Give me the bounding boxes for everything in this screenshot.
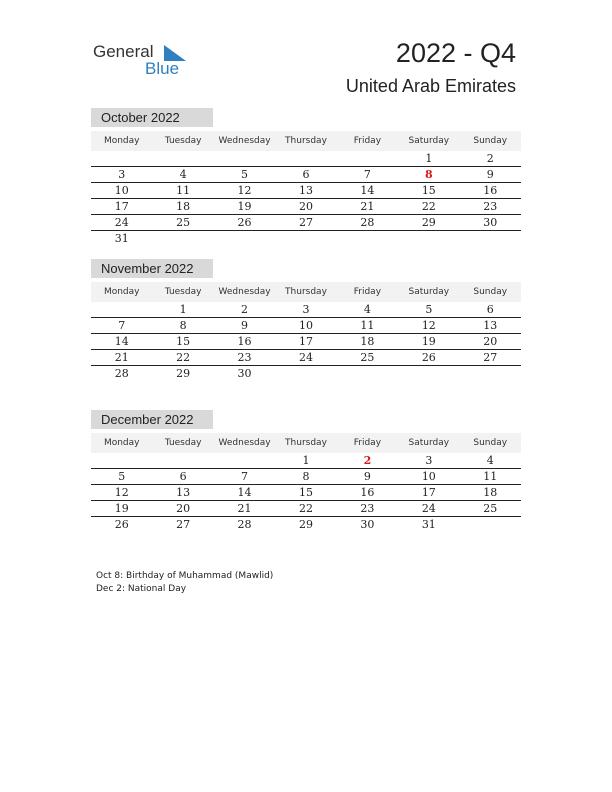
day-cell: 14 xyxy=(237,486,252,499)
weekday-label: Friday xyxy=(353,287,382,297)
day-cell: 11 xyxy=(176,184,191,197)
day-cell: 1 xyxy=(179,303,187,316)
day-cell: 27 xyxy=(176,518,191,531)
day-cell: 6 xyxy=(486,303,494,316)
day-cell: 21 xyxy=(360,200,375,213)
day-cell: 6 xyxy=(179,470,187,483)
day-cell: 15 xyxy=(298,486,313,499)
day-cell: 15 xyxy=(176,335,191,348)
day-cell: 27 xyxy=(298,216,313,229)
logo xyxy=(93,40,193,80)
day-cell xyxy=(214,151,275,166)
day-cell: 9 xyxy=(241,319,249,332)
day-cell: 7 xyxy=(363,168,371,181)
weekday-label: Saturday xyxy=(408,287,450,297)
day-cell: 22 xyxy=(298,502,313,515)
day-cell: 20 xyxy=(176,502,191,515)
day-cell: 21 xyxy=(237,502,252,515)
day-cell: 12 xyxy=(114,486,129,499)
day-cell xyxy=(275,151,336,166)
day-cell xyxy=(152,453,213,468)
weekday-label: Sunday xyxy=(473,136,508,146)
day-cell: 24 xyxy=(421,502,436,515)
day-cell: 24 xyxy=(114,216,129,229)
day-cell: 28 xyxy=(237,518,252,531)
day-cell: 26 xyxy=(114,518,129,531)
day-cell: 17 xyxy=(298,335,313,348)
day-cell: 17 xyxy=(421,486,436,499)
weekday-header xyxy=(91,282,521,302)
day-cell: 25 xyxy=(483,502,498,515)
holiday-note: Dec 2: National Day xyxy=(96,584,187,594)
day-cell xyxy=(152,151,213,166)
day-cell xyxy=(398,231,459,247)
day-cell: 9 xyxy=(363,470,371,483)
day-cell: 18 xyxy=(176,200,191,213)
day-cell: 5 xyxy=(241,168,249,181)
day-cell: 24 xyxy=(298,351,313,364)
weekday-label: Wednesday xyxy=(218,287,271,297)
month-november xyxy=(91,259,521,382)
holiday-notes xyxy=(96,570,273,596)
day-cell: 23 xyxy=(483,200,498,213)
day-cell: 10 xyxy=(114,184,129,197)
day-cell: 15 xyxy=(421,184,436,197)
day-cell: 8 xyxy=(302,470,310,483)
day-cell: 3 xyxy=(302,303,310,316)
weekday-label: Sunday xyxy=(473,287,508,297)
weekday-label: Thursday xyxy=(285,438,327,448)
weekday-label: Monday xyxy=(103,136,140,146)
day-cell: 27 xyxy=(483,351,498,364)
day-cell: 16 xyxy=(483,184,498,197)
month-october xyxy=(91,108,521,247)
logo-general-text: General xyxy=(93,42,154,61)
day-cell xyxy=(275,231,336,247)
week-row xyxy=(91,350,521,366)
day-cell: 29 xyxy=(176,367,191,380)
logo-blue-text: Blue xyxy=(145,59,180,78)
weekday-label: Tuesday xyxy=(164,136,202,146)
day-cell: 31 xyxy=(114,232,129,245)
day-cell xyxy=(91,151,152,166)
day-cell: 20 xyxy=(483,335,498,348)
day-cell: 18 xyxy=(360,335,375,348)
day-cell: 11 xyxy=(483,470,498,483)
day-cell: 14 xyxy=(360,184,375,197)
day-cell: 1 xyxy=(302,454,310,467)
week-row xyxy=(91,167,521,183)
day-cell xyxy=(398,366,459,382)
day-cell: 4 xyxy=(486,454,494,467)
day-cell: 7 xyxy=(118,319,126,332)
day-cell: 12 xyxy=(237,184,252,197)
month-title: October 2022 xyxy=(91,108,213,127)
weekday-header xyxy=(91,131,521,151)
week-row xyxy=(91,151,521,167)
day-cell: 11 xyxy=(360,319,375,332)
day-cell: 26 xyxy=(237,216,252,229)
day-cell: 14 xyxy=(114,335,129,348)
week-row xyxy=(91,302,521,318)
day-cell: 8 xyxy=(179,319,187,332)
day-cell: 29 xyxy=(421,216,436,229)
day-cell: 17 xyxy=(114,200,129,213)
day-cell: 8 xyxy=(424,168,433,181)
day-cell xyxy=(275,366,336,382)
weekday-label: Monday xyxy=(103,438,140,448)
weekday-label: Wednesday xyxy=(218,136,271,146)
day-cell: 19 xyxy=(421,335,436,348)
week-row xyxy=(91,469,521,485)
day-cell: 31 xyxy=(421,518,436,531)
weekday-label: Tuesday xyxy=(164,287,202,297)
day-cell: 19 xyxy=(114,502,129,515)
day-cell: 23 xyxy=(360,502,375,515)
weekday-label: Thursday xyxy=(285,287,327,297)
day-cell xyxy=(91,453,152,468)
day-cell xyxy=(337,151,398,166)
page-subtitle: United Arab Emirates xyxy=(345,76,516,96)
day-cell: 12 xyxy=(421,319,436,332)
day-cell: 30 xyxy=(360,518,375,531)
day-cell: 25 xyxy=(360,351,375,364)
day-cell: 18 xyxy=(483,486,498,499)
day-cell: 3 xyxy=(118,168,126,181)
week-row xyxy=(91,453,521,469)
day-cell: 2 xyxy=(363,454,372,467)
day-cell: 10 xyxy=(298,319,313,332)
day-cell: 21 xyxy=(114,351,129,364)
day-cell xyxy=(152,231,213,247)
day-cell xyxy=(337,231,398,247)
day-cell: 7 xyxy=(241,470,249,483)
day-cell xyxy=(337,366,398,382)
day-cell: 25 xyxy=(176,216,191,229)
day-cell: 23 xyxy=(237,351,252,364)
week-row xyxy=(91,485,521,501)
month-title: November 2022 xyxy=(91,259,213,278)
weekday-label: Saturday xyxy=(408,438,450,448)
week-row xyxy=(91,517,521,533)
day-cell: 3 xyxy=(425,454,433,467)
day-cell: 4 xyxy=(179,168,187,181)
month-title: December 2022 xyxy=(91,410,213,429)
weekday-header xyxy=(91,433,521,453)
day-cell: 13 xyxy=(176,486,191,499)
week-row xyxy=(91,199,521,215)
weekday-label: Wednesday xyxy=(218,438,271,448)
day-cell: 9 xyxy=(486,168,494,181)
day-cell: 13 xyxy=(298,184,313,197)
day-cell: 5 xyxy=(425,303,433,316)
day-cell: 30 xyxy=(483,216,498,229)
day-cell: 28 xyxy=(114,367,129,380)
week-row xyxy=(91,231,521,247)
weekday-label: Monday xyxy=(103,287,140,297)
page-title: 2022 - Q4 xyxy=(395,38,516,68)
day-cell: 1 xyxy=(425,152,433,165)
weekday-label: Tuesday xyxy=(164,438,202,448)
holiday-note: Oct 8: Birthday of Muhammad (Mawlid) xyxy=(96,571,274,581)
day-cell: 2 xyxy=(241,303,249,316)
day-cell: 26 xyxy=(421,351,436,364)
day-cell: 20 xyxy=(298,200,313,213)
month-december xyxy=(91,410,521,533)
day-cell: 10 xyxy=(421,470,436,483)
day-cell: 29 xyxy=(298,518,313,531)
day-cell xyxy=(214,231,275,247)
week-row xyxy=(91,366,521,382)
day-cell: 2 xyxy=(486,152,494,165)
weekday-label: Saturday xyxy=(408,136,450,146)
day-cell: 22 xyxy=(421,200,436,213)
day-cell: 30 xyxy=(237,367,252,380)
week-row xyxy=(91,334,521,350)
day-cell: 16 xyxy=(237,335,252,348)
day-cell xyxy=(91,302,152,317)
week-row xyxy=(91,183,521,199)
week-row xyxy=(91,318,521,334)
day-cell: 13 xyxy=(483,319,498,332)
weekday-label: Friday xyxy=(353,136,382,146)
day-cell: 16 xyxy=(360,486,375,499)
week-row xyxy=(91,215,521,231)
day-cell xyxy=(460,231,521,247)
day-cell xyxy=(214,453,275,468)
week-row xyxy=(91,501,521,517)
weekday-label: Thursday xyxy=(285,136,327,146)
day-cell: 5 xyxy=(118,470,126,483)
day-cell xyxy=(460,366,521,382)
day-cell: 4 xyxy=(363,303,371,316)
day-cell xyxy=(460,517,521,533)
day-cell: 19 xyxy=(237,200,252,213)
day-cell: 28 xyxy=(360,216,375,229)
day-cell: 6 xyxy=(302,168,310,181)
weekday-label: Friday xyxy=(353,438,382,448)
weekday-label: Sunday xyxy=(473,438,508,448)
day-cell: 22 xyxy=(176,351,191,364)
